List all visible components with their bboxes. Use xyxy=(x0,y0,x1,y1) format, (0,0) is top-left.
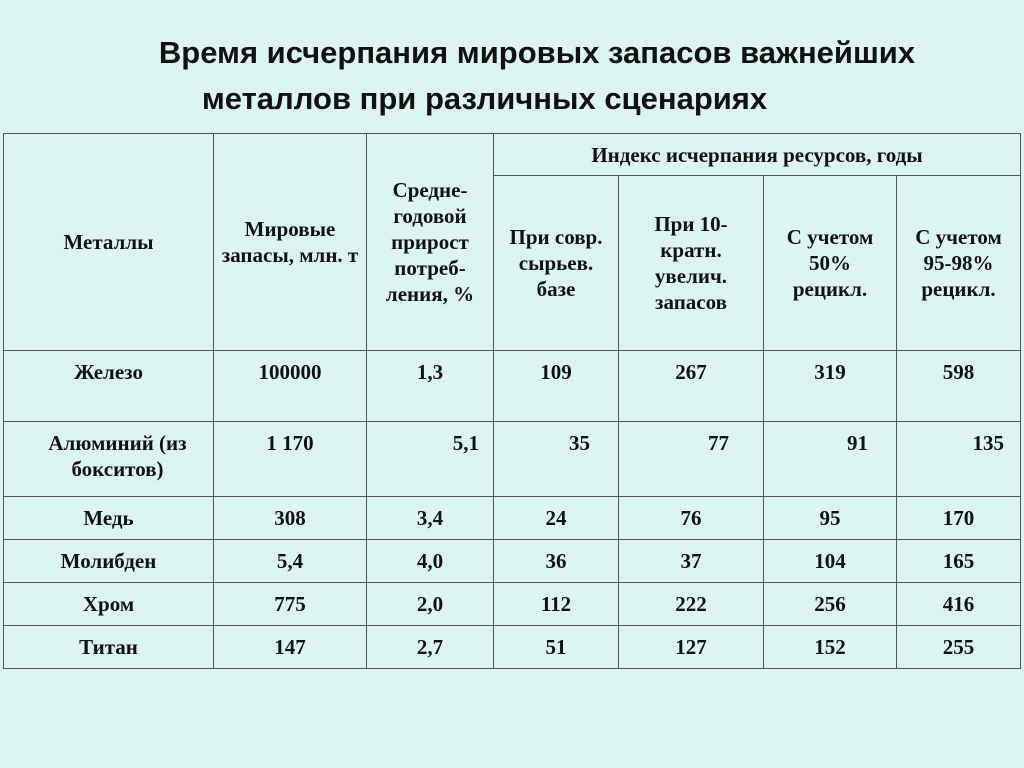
header-tenfold-label: При 10-кратн. увелич. запасов xyxy=(654,212,728,315)
reserves-value: 5,4 xyxy=(214,540,367,583)
header-recycle95 xyxy=(897,176,1021,351)
table-row xyxy=(4,540,1021,583)
recycle95-value: 135 xyxy=(897,422,1021,497)
metal-name: Хром xyxy=(4,583,214,626)
metal-name: Железо xyxy=(4,351,214,422)
tenfold-value: 76 xyxy=(619,497,764,540)
growth-value: 2,0 xyxy=(367,583,494,626)
table-row xyxy=(4,626,1021,669)
header-tenfold xyxy=(619,176,764,351)
reserves-value: 147 xyxy=(214,626,367,669)
metal-name: Медь xyxy=(4,497,214,540)
recycle50-value: 95 xyxy=(764,497,897,540)
tenfold-value: 222 xyxy=(619,583,764,626)
recycle50-value: 91 xyxy=(764,422,897,497)
header-index-group: Индекс исчерпания ресурсов, годы xyxy=(494,134,1021,176)
header-recycle50-label: С учетом 50% рецикл. xyxy=(786,225,874,302)
header-recycle50 xyxy=(764,176,897,351)
growth-value: 2,7 xyxy=(367,626,494,669)
metal-name: Молибден xyxy=(4,540,214,583)
header-row-1 xyxy=(4,134,1021,176)
reserves-value: 100000 xyxy=(214,351,367,422)
table-row xyxy=(4,351,1021,422)
current-value: 109 xyxy=(494,351,619,422)
table-row xyxy=(4,422,1021,497)
page-title xyxy=(0,30,1024,122)
header-reserves xyxy=(214,134,367,351)
reserves-value: 1 170 xyxy=(214,422,367,497)
recycle95-value: 255 xyxy=(897,626,1021,669)
recycle50-value: 256 xyxy=(764,583,897,626)
current-value: 112 xyxy=(494,583,619,626)
tenfold-value: 267 xyxy=(619,351,764,422)
header-growth xyxy=(367,134,494,351)
recycle95-value: 598 xyxy=(897,351,1021,422)
recycle95-value: 165 xyxy=(897,540,1021,583)
tenfold-value: 127 xyxy=(619,626,764,669)
growth-value: 4,0 xyxy=(367,540,494,583)
tenfold-value: 77 xyxy=(619,422,764,497)
header-current xyxy=(494,176,619,351)
table-row xyxy=(4,583,1021,626)
current-value: 51 xyxy=(494,626,619,669)
recycle95-value: 170 xyxy=(897,497,1021,540)
recycle95-value: 416 xyxy=(897,583,1021,626)
growth-value: 3,4 xyxy=(367,497,494,540)
recycle50-value: 152 xyxy=(764,626,897,669)
header-growth-label: Средне-годовой прирост потреб-ления, % xyxy=(385,178,475,306)
header-recycle95-label: С учетом 95-98% рецикл. xyxy=(915,225,1002,302)
header-current-label: При совр. сырьев. базе xyxy=(509,225,603,302)
metal-name: Алюминий (из бокситов) xyxy=(4,422,214,497)
recycle50-value: 319 xyxy=(764,351,897,422)
current-value: 35 xyxy=(494,422,619,497)
reserves-value: 308 xyxy=(214,497,367,540)
reserves-value: 775 xyxy=(214,583,367,626)
growth-value: 1,3 xyxy=(367,351,494,422)
current-value: 36 xyxy=(494,540,619,583)
table-row xyxy=(4,497,1021,540)
metal-name: Титан xyxy=(4,626,214,669)
title-line-2: металлов при различных сценариях xyxy=(201,81,768,116)
header-reserves-label: Мировые запасы, млн. т xyxy=(221,217,359,267)
growth-value: 5,1 xyxy=(367,422,494,497)
tenfold-value: 37 xyxy=(619,540,764,583)
current-value: 24 xyxy=(494,497,619,540)
depletion-table xyxy=(3,133,1021,669)
recycle50-value: 104 xyxy=(764,540,897,583)
title-line-1: Время исчерпания мировых запасов важнейших xyxy=(158,35,916,70)
header-metals: Металлы xyxy=(4,134,214,351)
